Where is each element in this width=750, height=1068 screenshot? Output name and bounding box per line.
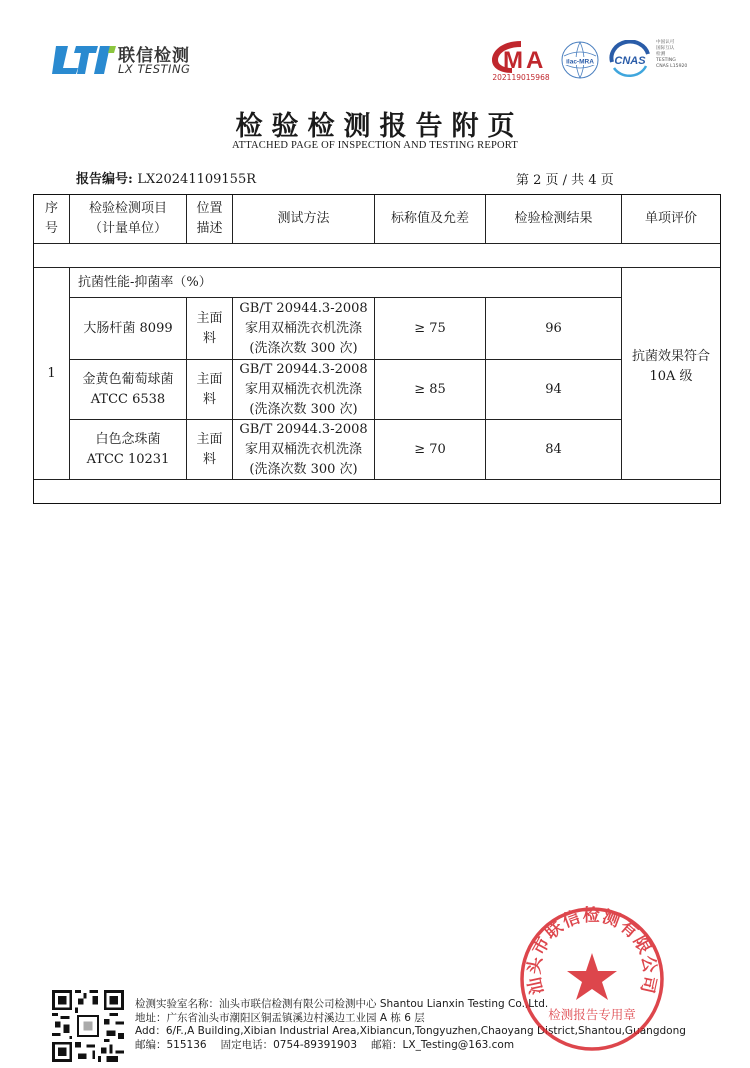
footer-contact: 邮编：515136 固定电话：0754-89391903 邮箱：LX_Testing@163.com bbox=[135, 1038, 515, 1051]
report-number: 报告编号: LX20241109155R bbox=[76, 172, 257, 187]
row-2-item: 金黄色葡萄球菌 ATCC 6538 bbox=[82, 371, 174, 407]
evaluation-cell: 抗菌效果符合 10A 级 bbox=[631, 348, 710, 384]
header-method: 测试方法 bbox=[277, 211, 330, 226]
row-1-standard: ≥ 75 bbox=[414, 320, 446, 336]
header-item: 检验检测项目 （计量单位） bbox=[88, 201, 167, 236]
ilac-mra-icon bbox=[560, 40, 600, 80]
row-3-position: 主面 料 bbox=[196, 431, 223, 467]
header-evaluation: 单项评价 bbox=[644, 211, 697, 226]
row-1-item: 大肠杆菌 8099 bbox=[83, 320, 173, 336]
svg-text:A: A bbox=[526, 47, 544, 74]
footer-address-en: Add：6/F.,A Building,Xibian Industrial Area,Xibiancun,Tongyuzhen,Chaoyang District,Shantou,Guangdong bbox=[135, 1025, 686, 1037]
cma-number: 202119015968 bbox=[492, 73, 550, 82]
row-1-result: 96 bbox=[545, 320, 562, 336]
svg-text:汕头市联信检测有限公司: 汕头市联信检测有限公司 bbox=[524, 906, 660, 997]
svg-text:检测报告专用章: 检测报告专用章 bbox=[548, 1007, 636, 1022]
cnas-caption: 中国认可 国际互认 检测 TESTING CNAS L15920 bbox=[656, 40, 688, 69]
page-title: 检验检测报告附页 bbox=[235, 111, 524, 142]
row-3-method: GB/T 20944.3-2008 家用双桶洗衣机洗涤 (洗涤次数 300 次) bbox=[239, 421, 368, 477]
group-title: 抗菌性能-抑菌率（%） bbox=[78, 274, 212, 290]
footer-lab-name: 检测实验室名称：汕头市联信检测有限公司检测中心 Shantou Lianxin Testing Co.,Ltd. bbox=[135, 998, 549, 1010]
row-2-method: GB/T 20944.3-2008 家用双桶洗衣机洗涤 (洗涤次数 300 次) bbox=[239, 361, 368, 417]
row-3-item: 白色念珠菌 ATCC 10231 bbox=[86, 431, 170, 467]
company-name-cn: 联信检测 bbox=[118, 46, 190, 66]
row-2-position: 主面 料 bbox=[196, 371, 223, 407]
company-name-en: LX TESTING bbox=[118, 62, 191, 76]
header-standard: 标称值及允差 bbox=[390, 211, 469, 226]
group-seq: 1 bbox=[47, 365, 56, 381]
row-1-position: 主面 料 bbox=[196, 310, 223, 346]
company-logo bbox=[48, 40, 198, 80]
row-1-method: GB/T 20944.3-2008 家用双桶洗衣机洗涤 (洗涤次数 300 次) bbox=[239, 300, 368, 356]
svg-text:CNAS: CNAS bbox=[614, 55, 646, 67]
svg-text:ilac-MRA: ilac-MRA bbox=[566, 58, 594, 66]
svg-text:M: M bbox=[503, 47, 523, 74]
lx-logo-icon bbox=[48, 42, 116, 74]
page-subtitle: ATTACHED PAGE OF INSPECTION AND TESTING REPORT bbox=[232, 140, 518, 151]
header-position: 位置 描述 bbox=[196, 201, 223, 236]
row-3-result: 84 bbox=[545, 441, 562, 457]
qr-code-icon bbox=[52, 990, 124, 1062]
footer-address-cn: 地址：广东省汕头市潮阳区铜盂镇溪边村溪边工业园 A 栋 6 层 bbox=[135, 1011, 425, 1024]
header-seq: 序 号 bbox=[44, 201, 58, 236]
cnas-logo-icon bbox=[606, 40, 654, 78]
results-table bbox=[33, 194, 721, 504]
official-seal-icon bbox=[518, 905, 666, 1053]
row-3-standard: ≥ 70 bbox=[414, 441, 446, 457]
row-2-result: 94 bbox=[545, 381, 562, 397]
row-2-standard: ≥ 85 bbox=[414, 381, 446, 397]
page-indicator: 第 2 页 / 共 4 页 bbox=[516, 173, 614, 188]
header-result: 检验检测结果 bbox=[514, 211, 593, 226]
